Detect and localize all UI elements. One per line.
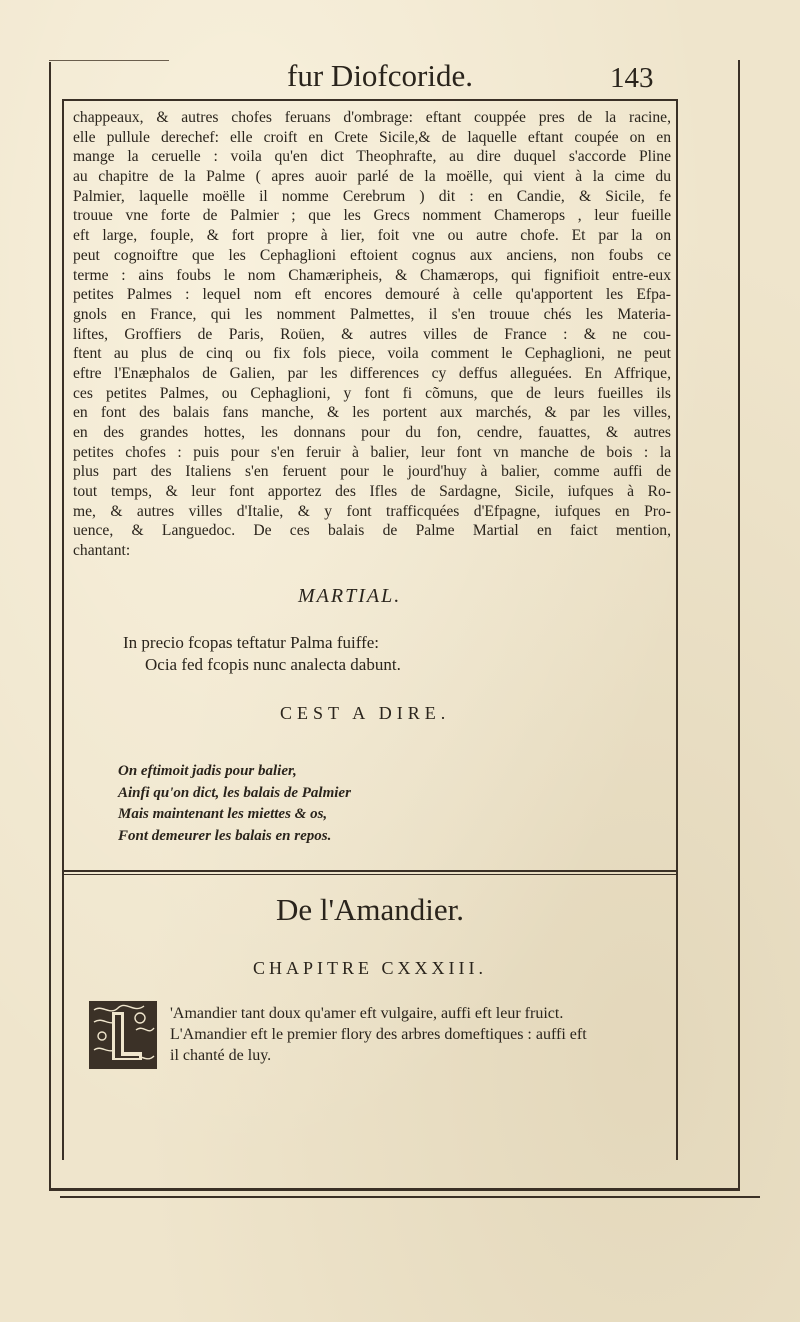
page-number: 143 — [610, 62, 654, 94]
body-line: elle pullule derechef: elle croift en Crete Sicile,& de laquelle eftant coupée on en — [73, 128, 671, 146]
body-line: chappeaux, & autres chofes feruans d'ombrage: eftant couppée pres de la racine, — [73, 109, 671, 126]
chapter-line: 'Amandier tant doux qu'amer eft vulgaire, auffi eft leur fruict. — [170, 1005, 564, 1022]
chapter-line: L'Amandier eft le premier flory des arbres domeftiques : auffi eft — [170, 1026, 587, 1043]
chapter-heading: CHAPITRE CXXXIII. — [253, 958, 487, 978]
frame-rule-bottom-outer — [60, 1196, 760, 1198]
body-line: au chapitre de la Palme ( apres auoir parlé de la moëlle, qui vient à la cime du — [73, 168, 671, 186]
body-line: petites Palmes : lequel nom eft encores demouré à celle qu'apportent les Efpa- — [73, 286, 671, 304]
chapter-text — [170, 1003, 666, 1066]
body-line: mange la ceruelle : voila qu'en dict Theophrafte, au dire duquel s'accorde Pline — [73, 148, 671, 166]
body-line: peut cognoiftre que les Cephaglioni eftoient cognus aux anciens, non foubs ce — [73, 246, 671, 264]
body-line: en des grandes hottes, les donnans pour du fon, cendre, fauattes, & autres — [73, 424, 671, 441]
running-title: fur Diofcoride. — [287, 58, 473, 93]
text-box-right-rule — [676, 100, 678, 1160]
body-line: ces petites Palmes, ou Cephaglioni, y font fi cõmuns, que de leurs fueilles ils — [73, 384, 671, 402]
body-text — [73, 108, 671, 561]
body-line: ftent au plus de cinq ou fix fols piece, voila comment le Cephaglioni, ne peut — [73, 345, 671, 363]
verse-line: Ocia fed fcopis nunc analecta dabunt. — [145, 655, 401, 674]
translation-line: Mais maintenant les miettes & os, — [118, 806, 328, 822]
text-box-top-rule — [62, 99, 678, 101]
body-line: tout temps, & leur font apportez des Ifles de Sardagne, Sicile, iufques à Ro- — [73, 483, 671, 501]
body-line: uence, & Languedoc. De ces balais de Palme Martial en faict mention, — [73, 522, 671, 540]
cest-a-dire-heading: CEST A DIRE. — [280, 703, 451, 723]
french-translation — [118, 761, 351, 847]
body-line: gnols en France, qui les nomment Palmettes, il s'en trouue chés les Materia- — [73, 305, 671, 323]
body-line: en font des balais fans manche, & les portent aux marchés, & par les villes, — [73, 404, 671, 422]
translation-line: On eftimoit jadis pour balier, — [118, 763, 297, 779]
body-line: me, & autres villes d'Italie, & y font trafficquées d'Efpagne, iufques en Pro- — [73, 502, 671, 520]
translation-line: Ainfi qu'on dict, les balais de Palmier — [118, 784, 351, 801]
body-line: chantant: — [73, 542, 131, 560]
section-separator-rule — [62, 870, 678, 875]
frame-rule-left — [49, 62, 51, 1190]
body-line: plus part des Italiens s'en feruent pour le jourd'huy à balier, comme auffi de — [73, 463, 671, 481]
verse-line: In precio fcopas teftatur Palma fuiffe: — [123, 633, 379, 652]
body-line: liftes, Groffiers de Paris, Roüen, & autres villes de France : & ne cou- — [73, 325, 671, 343]
latin-verse — [123, 632, 401, 676]
body-line: trouue vne forte de Palmier ; que les Grecs nomment Chamerops , leur fueille — [73, 207, 671, 225]
poet-heading: MARTIAL. — [298, 585, 402, 607]
body-line: terme : ains foubs le nom Chamæripheis, & Chamærops, qui fignifioit entre-eux — [73, 266, 671, 284]
translation-line: Font demeurer les balais en repos. — [118, 827, 332, 844]
body-line: petites chofes : puis pour s'en feruir à balier, leur font vn manche de bois : la — [73, 443, 671, 461]
text-box-left-rule — [62, 100, 64, 1160]
frame-rule-top — [49, 60, 169, 61]
body-line: eft large, fouple, & fort propre à lier, foit vne ou autre chofe. Et par la on — [73, 227, 671, 245]
body-line: Palmier, laquelle moëlle il nomme Cerebrum ) dit : en Candie, & Sicile, fe — [73, 187, 671, 205]
chapter-line: il chanté de luy. — [170, 1047, 272, 1064]
frame-rule-bottom — [49, 1188, 740, 1191]
frame-rule-right — [738, 60, 740, 1190]
section-title: De l'Amandier. — [275, 892, 465, 927]
decorated-initial-icon — [88, 1000, 158, 1070]
body-line: eftre l'Enæphalos de Galien, par les differences cy deffus alleguées. En Affrique, — [73, 364, 671, 382]
